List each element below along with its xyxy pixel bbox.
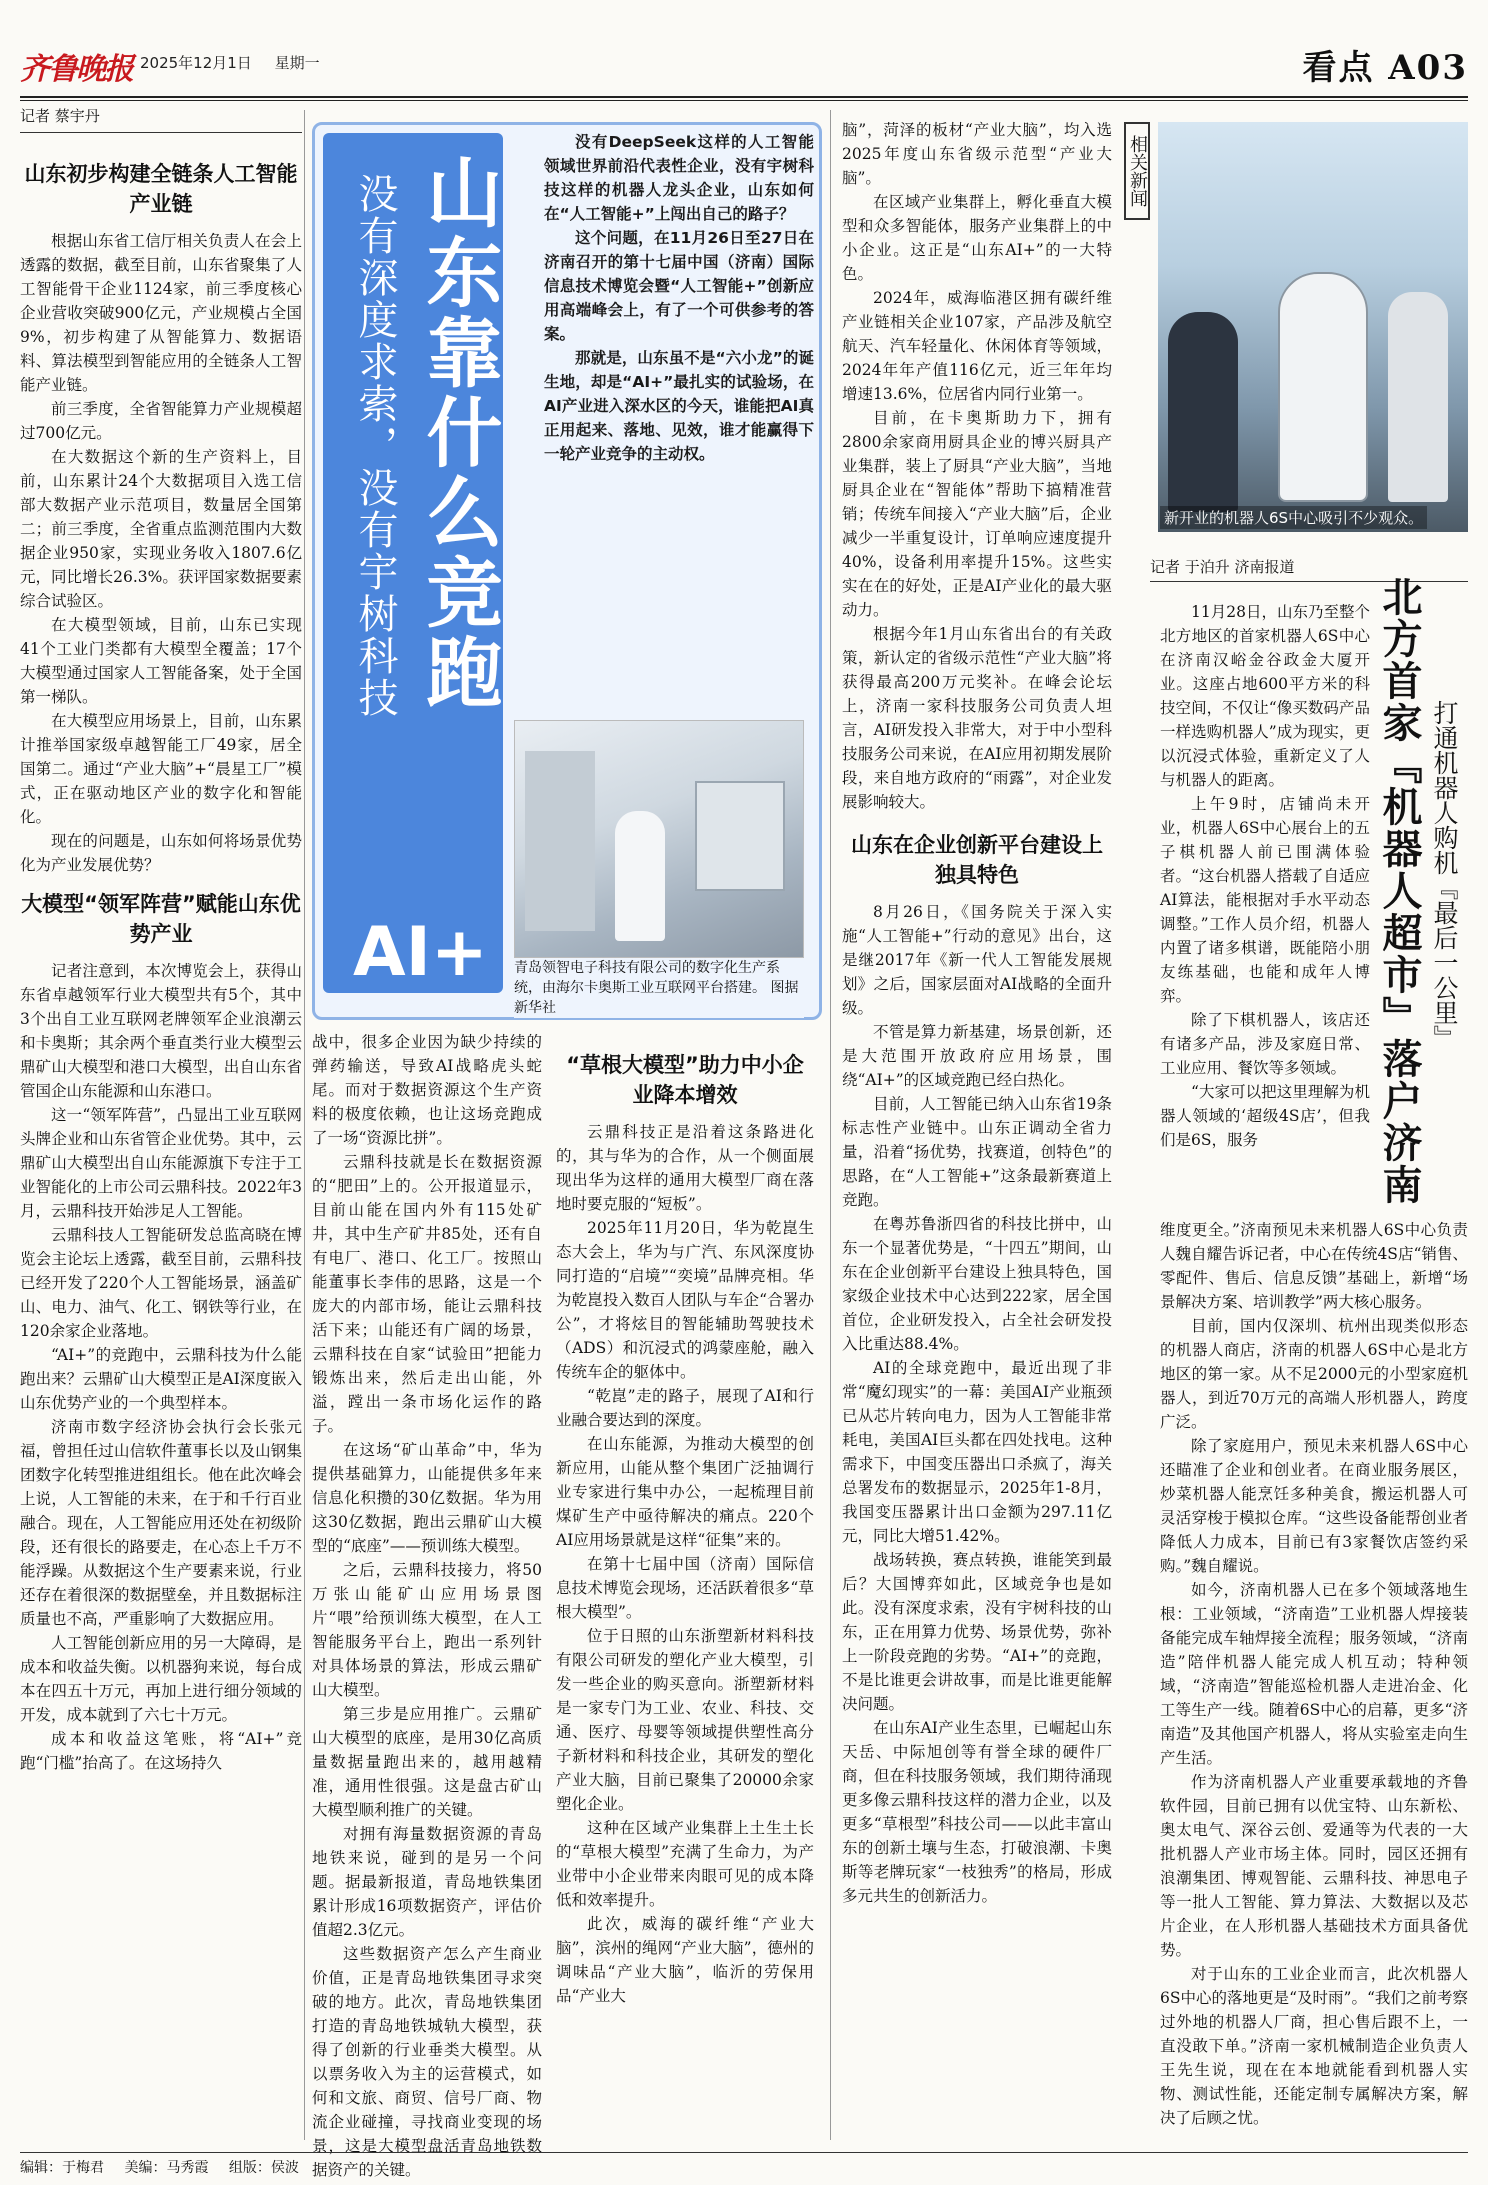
header-rule-thin bbox=[20, 100, 1468, 101]
subhead-1: 山东初步构建全链条人工智能产业链 bbox=[24, 162, 298, 216]
right-body-bottom bbox=[1160, 1218, 1468, 2130]
right-body-top bbox=[1160, 600, 1370, 1152]
page-header bbox=[0, 0, 1488, 100]
column-3 bbox=[556, 1050, 814, 2008]
byline: 记者 蔡宇丹 bbox=[20, 104, 302, 133]
paragraph: 在粤苏鲁浙四省的科技比拼中，山东一个显著优势是，“十四五”期间，山东在企业创新平台建设上独具特色，国家级企业技术中心达到222家，居全国首位，企业研发投入，占全社会研发投入比重达88.4%。 bbox=[842, 1215, 1112, 1353]
paragraph: 不管是算力新基建，场景创新，还是大范围开放政府应用场景，围绕“AI+”的区域竞跑已经白热化。 bbox=[842, 1023, 1112, 1089]
paragraph: 作为济南机器人产业重要承载地的齐鲁软件园，目前已拥有以优宝特、山东新松、奥太电气、深谷云创、爱通等为代表的一大批机器人产业市场主体。同时，园区还拥有浪潮集团、博观智能、云鼎科技、神思电子等一批人工智能、算力算法、大数据以及芯片企业，在人形机器人基础技术方面具备优势。 bbox=[1160, 1773, 1468, 1959]
paragraph: 目前，在卡奥斯助力下，拥有2800余家商用厨具企业的博兴厨具产业集群，装上了厨具“产业大脑”，当地厨具企业在“智能体”帮助下搞精准营销；传统车间接入“产业大脑”后，企业减少一半重复设计，订单响应速度提升40%，设备利用率提升15%。这些实实在在的好处，正是AI产业化的最大驱动力。 bbox=[842, 409, 1112, 619]
editor-credit: 编辑：于梅君 bbox=[20, 2160, 104, 2176]
robot-store-photo bbox=[1158, 122, 1468, 532]
paragraph: 11月28日，山东乃至整个北方地区的首家机器人6S中心在济南汉峪金谷政金大厦开业。这座占地600平方米的科技空间，不仅让“像买数码产品一样选购机器人”成为现实，更以沉浸式体验，重新定义了人与机器人的距离。 bbox=[1160, 603, 1370, 789]
paragraph: “乾崑”走的路子，展现了AI和行业融合要达到的深度。 bbox=[556, 1387, 814, 1429]
paragraph: 此次，威海的碳纤维“产业大脑”，滨州的绳网“产业大脑”，德州的调味品“产业大脑”，临沂的劳保用品“产业大 bbox=[556, 1915, 814, 2005]
paragraph: 在第十七届中国（济南）国际信息技术博览会现场，还活跃着很多“草根大模型”。 bbox=[556, 1555, 814, 1621]
paragraph: 第三步是应用推广。云鼎矿山大模型的底座，是用30亿高质量数据量跑出来的，越用越精准，通用性很强。这是盘古矿山大模型顺利推广的关键。 bbox=[312, 1705, 542, 1819]
right-byline: 记者 于泊升 济南报道 bbox=[1150, 556, 1468, 582]
column-divider bbox=[304, 110, 305, 2140]
issue-date: 2025年12月1日 bbox=[140, 54, 252, 72]
issue-weekday: 星期一 bbox=[274, 54, 320, 72]
paragraph: 8月26日，《国务院关于深入实施“人工智能+”行动的意见》出台，这是继2017年《新一代人工智能发展规划》之后，国家层面对AI战略的全面升级。 bbox=[842, 903, 1112, 1017]
paragraph: 在这场“矿山革命”中，华为提供基础算力，山能提供多年来信息化积攒的30亿数据。华为用这30亿数据，跑出云鼎矿山大模型的“底座”——预训练大模型。 bbox=[312, 1441, 542, 1555]
paragraph: 对拥有海量数据资源的青岛地铁来说，碰到的是另一个问题。据最新报道，青岛地铁集团累计形成16项数据资产，评估价值超2.3亿元。 bbox=[312, 1825, 542, 1939]
robot-photo-caption: 新开业的机器人6S中心吸引不少观众。 bbox=[1160, 506, 1427, 529]
headline-panel bbox=[323, 133, 503, 993]
paragraph: 根据今年1月山东省出台的有关政策，新认定的省级示范性“产业大脑”将获得最高200万元奖补。在峰会论坛上，济南一家科技服务公司负责人坦言，AI研发投入非常大，对于中小型科技服务公司来说，在AI应用初期发展阶段，来自地方政府的“雨露”，对企业发展影响较大。 bbox=[842, 625, 1112, 811]
paragraph: 2024年，威海临港区拥有碳纤维产业链相关企业107家，产品涉及航空航天、汽车轻量化、休闲体育等领域，2024年年产值116亿元，近三年年均增速13.6%，位居省内同行业第一。 bbox=[842, 289, 1112, 403]
factory-photo-caption: 青岛领智电子科技有限公司的数字化生产系统，由海尔卡奥斯工业互联网平台搭建。 图据新华社 bbox=[514, 958, 804, 1018]
issue-meta bbox=[140, 52, 338, 73]
paragraph: 在区域产业集群上，孵化垂直大模型和众多智能体，服务产业集群上的中小企业。这正是“山东AI+”的一大特色。 bbox=[842, 193, 1112, 283]
paragraph: 成本和收益这笔账，将“AI+”竞跑“门槛”抬高了。在这场持久 bbox=[20, 1730, 302, 1772]
paragraph: 在大模型领域，目前，山东已实现41个工业门类都有大模型全覆盖；17个大模型通过国家人工智能备案，处于全国第一梯队。 bbox=[20, 616, 302, 706]
header-rule bbox=[20, 96, 1468, 98]
paragraph: AI的全球竞跑中，最近出现了非常“魔幻现实”的一幕：美国AI产业瓶颈已从芯片转向电力，因为人工智能非常耗电，美国AI巨头都在四处找电。这种需求下，中国变压器出口杀疯了，海关总署发布的数据显示，2025年1-8月，我国变压器累计出口金额为297.11亿元，同比大增51.42%。 bbox=[842, 1359, 1112, 1545]
paragraph: 云鼎科技正是沿着这条路进化的，其与华为的合作，从一个侧面展现出华为这样的通用大模型厂商在落地时要克服的“短板”。 bbox=[556, 1123, 814, 1213]
lead-paragraphs bbox=[544, 130, 814, 466]
section-label: 看点 A03 bbox=[1302, 48, 1468, 88]
paragraph: “大家可以把这里理解为机器人领域的‘超级4S店’，但我们是6S，服务 bbox=[1160, 1083, 1370, 1149]
paragraph: 除了下棋机器人，该店还有诸多产品，涉及家庭日常、工业应用、餐饮等多领域。 bbox=[1160, 1011, 1370, 1077]
paragraph: 脑”，菏泽的板材“产业大脑”，均入选2025年度山东省级示范型“产业大脑”。 bbox=[842, 121, 1112, 187]
subhead-4: 山东在企业创新平台建设上独具特色 bbox=[851, 833, 1103, 887]
paragraph: 这一“领军阵营”，凸显出工业互联网头牌企业和山东省管企业优势。其中，云鼎矿山大模型出自山东能源旗下专注于工业智能化的上市公司云鼎科技。2022年3月，云鼎科技开始涉足人工智能。 bbox=[20, 1106, 302, 1220]
paragraph: 之后，云鼎科技接力，将50万张山能矿山应用场景图片“喂”给预训练大模型，在人工智能服务平台上，跑出一系列针对具体场景的算法，形成云鼎矿山大模型。 bbox=[312, 1561, 542, 1699]
subhead-3: “草根大模型”助力中小企业降本增效 bbox=[566, 1053, 804, 1107]
subhead-2: 大模型“领军阵营”赋能山东优势产业 bbox=[21, 892, 301, 946]
paragraph: 前三季度，全省智能算力产业规模超过700亿元。 bbox=[20, 400, 302, 442]
paragraph: 在山东AI产业生态里，已崛起山东天岳、中际旭创等有誉全球的硬件厂商，但在科技服务领域，我们期待涌现更多像云鼎科技这样的潜力企业，以及更多“草根型”科技公司——以此丰富山东的创新土壤与生态，打破浪潮、卡奥斯等老牌玩家“一枝独秀”的格局，形成多元共生的创新活力。 bbox=[842, 1719, 1112, 1905]
paragraph: 除了家庭用户，预见未来机器人6S中心还瞄准了企业和创业者。在商业服务展区，炒菜机器人能烹饪多种美食，搬运机器人可灵活穿梭于模拟仓库。“这些设备能帮创业者降低人力成本，目前已有3家餐饮店签约采购。”魏自耀说。 bbox=[1160, 1437, 1468, 1575]
paragraph: 位于日照的山东浙塑新材料科技有限公司研发的塑化产业大模型，引发一些企业的购买意向。浙塑新材料是一家专门为工业、农业、科技、交通、医疗、母婴等领域提供塑性高分子新材料和科技企业，其研发的塑化产业大脑，目前已聚集了20000余家塑化企业。 bbox=[556, 1627, 814, 1813]
right-headline: 北方首家『机器人超市』落户济南 bbox=[1376, 576, 1422, 1206]
lead-paragraph: 没有DeepSeek这样的人工智能领域世界前沿代表性企业，没有宇树科技这样的机器人龙头企业，山东如何在“人工智能+”上闯出自己的路子？ bbox=[544, 133, 814, 223]
lead-paragraph: 那就是，山东虽不是“六小龙”的诞生地，却是“AI+”最扎实的试验场，在AI产业进入深水区的今天，谁能把AI真正用起来、落地、见效，谁才能赢得下一轮产业竞争的主动权。 bbox=[544, 349, 814, 463]
paragraph: 记者注意到，本次博览会上，获得山东省卓越领军行业大模型共有5个，其中3个出自工业互联网老牌领军企业浪潮云和卡奥斯；其余两个垂直类行业大模型云鼎矿山大模型和港口大模型，出自山东省管国企山东能源和山东港口。 bbox=[20, 962, 302, 1100]
paragraph: “AI+”的竞跑中，云鼎科技为什么能跑出来？云鼎矿山大模型正是AI深度嵌入山东优势产业的一个典型样本。 bbox=[20, 1346, 302, 1412]
paragraph: 对于山东的工业企业而言，此次机器人6S中心的落地更是“及时雨”。“我们之前考察过外地的机器人厂商，担心售后跟不上，一直没敢下单。”济南一家机械制造企业负责人王先生说，现在在本地就能看到机器人实物、测试性能，还能定制专属解决方案，解决了后顾之忧。 bbox=[1160, 1965, 1468, 2127]
paragraph: 战中，很多企业因为缺少持续的弹药输送，导致AI战略虎头蛇尾。而对于数据资源这个生产资料的极度依赖，也让这场竞跑成了一场“资源比拼”。 bbox=[312, 1033, 542, 1147]
paragraph: 这些数据资产怎么产生商业价值，正是青岛地铁集团寻求突破的地方。此次，青岛地铁集团打造的青岛地铁城轨大模型，获得了创新的行业垂类大模型。从以票务收入为主的运营模式，如何和文旅、商贸、信号厂商、物流企业碰撞，寻找商业变现的场景，这是大模型盘活青岛地铁数据资产的关键。 bbox=[312, 1945, 542, 2179]
paragraph: 维度更全。”济南预见未来机器人6S中心负责人魏自耀告诉记者，中心在传统4S店“销售、零配件、售后、信息反馈”基础上，新增“场景解决方案、培训教学”两大核心服务。 bbox=[1160, 1221, 1468, 1311]
page-footer bbox=[20, 2152, 1468, 2177]
column-divider bbox=[830, 110, 831, 2140]
paragraph: 现在的问题是，山东如何将场景优势化为产业发展优势？ bbox=[20, 832, 302, 874]
column-4 bbox=[842, 118, 1112, 1908]
ai-plus-tag: AI+ bbox=[353, 913, 488, 992]
lead-paragraph: 这个问题，在11月26日至27日在济南召开的第十七届中国（济南）国际信息技术博览会暨“人工智能+”创新应用高端峰会上，有了一个可供参考的答案。 bbox=[544, 229, 814, 343]
newspaper-logo: 齐鲁晚报 bbox=[20, 52, 132, 87]
paragraph: 济南市数字经济协会执行会长张元福，曾担任过山信软件董事长以及山钢集团数字化转型推进组组长。他在此次峰会上说，人工智能的未来，在于和千行百业融合。现在，人工智能应用还处在初级阶段，还有很长的路要走，在心态上千万不能浮躁。从数据这个生产要素来说，行业还存在着很深的数据壁垒，并且数据标注质量也不高，严重影响了大数据应用。 bbox=[20, 1418, 302, 1628]
paragraph: 目前，国内仅深圳、杭州出现类似形态的机器人商店，济南的机器人6S中心是北方地区的第一家。从不足2000元的小型家庭机器人，到近70万元的高端人形机器人，跨度广泛。 bbox=[1160, 1317, 1468, 1431]
right-subheadline: 打通机器人购机『最后一公里』 bbox=[1430, 700, 1459, 1050]
paragraph: 云鼎科技就是长在数据资源的“肥田”上的。公开报道显示，目前山能在国内外有115处矿井，其中生产矿井85处，还有自有电厂、港口、化工厂。按照山能董事长李伟的思路，这是一个庞大的内部市场，能让云鼎科技活下来；山能还有广阔的场景，云鼎科技在自家“试验田”把能力锻炼出来，然后走出山能，外溢，蹚出一条市场化运作的路子。 bbox=[312, 1153, 542, 1435]
paragraph: 上午9时，店铺尚未开业，机器人6S中心展台上的五子棋机器人前已围满体验者。“这台机器人搭载了自适应AI算法，能根据对手水平动态调整。”工作人员介绍，机器人内置了诸多棋谱，既能陪小朋友练基础，也能和成年人博弈。 bbox=[1160, 795, 1370, 1005]
column-2 bbox=[312, 1030, 542, 2182]
paragraph: 云鼎科技人工智能研发总监高晓在博览会主论坛上透露，截至目前，云鼎科技已经开发了220个人工智能场景，涵盖矿山、电力、油气、化工、钢铁等行业，在120余家企业落地。 bbox=[20, 1226, 302, 1340]
paragraph: 在大数据这个新的生产资料上，目前，山东累计24个大数据项目入选工信部大数据产业示范项目，数量居全国第二；前三季度，全省重点监测范围内大数据企业950家，实现业务收入1807.6亿元，同比增长26.3%。获评国家数据要素综合试验区。 bbox=[20, 448, 302, 610]
layout-credit: 组版：侯波 bbox=[228, 2160, 299, 2176]
paragraph: 在山东能源，为推动大模型的创新应用，山能从整个集团广泛抽调行业专家进行集中办公，一起梳理目前煤矿生产中亟待解决的痛点。220个AI应用场景就是这样“征集”来的。 bbox=[556, 1435, 814, 1549]
paragraph: 战场转换，赛点转换，谁能笑到最后？大国博弈如此，区域竞争也是如此。没有深度求索，没有宇树科技的山东，正在用算力优势、场景优势，弥补上一阶段竞跑的劣势。“AI+”的竞跑，不是比谁更会讲故事，而是比谁更能解决问题。 bbox=[842, 1551, 1112, 1713]
paragraph: 这种在区域产业集群上土生土长的“草根大模型”充满了生命力，为产业带中小企业带来肉眼可见的成本降低和效率提升。 bbox=[556, 1819, 814, 1909]
paragraph: 根据山东省工信厅相关负责人在会上透露的数据，截至目前，山东省聚集了人工智能骨干企业1124家，前三季度核心企业营收突破900亿元，产业规模占全国9%，初步构建了从智能算力、数据语料、算法模型到智能应用的全链条人工智能产业链。 bbox=[20, 232, 302, 394]
sub-headline: 没有深度求索，没有宇树科技 bbox=[352, 173, 398, 719]
designer-credit: 美编：马秀霞 bbox=[124, 2160, 209, 2176]
paragraph: 2025年11月20日，华为乾崑生态大会上，华为与广汽、东风深度协同打造的“启境”“奕境”品牌亮相。华为乾崑投入数百人团队与车企“合署办公”，才将炫目的智能辅助驾驶技术（ADS）和沉浸式的鸿蒙座舱，融入传统车企的躯体中。 bbox=[556, 1219, 814, 1381]
paragraph: 在大模型应用场景上，目前，山东累计推举国家级卓越智能工厂49家，居全国第二。通过“产业大脑”+“晨星工厂”模式，正在驱动地区产业的数字化和智能化。 bbox=[20, 712, 302, 826]
left-column bbox=[20, 104, 302, 1775]
factory-photo bbox=[514, 720, 804, 958]
paragraph: 目前，人工智能已纳入山东省19条标志性产业链中。山东正调动全省力量，沿着“扬优势，找赛道，创特色”的思路，在“人工智能+”这条最新赛道上竞跑。 bbox=[842, 1095, 1112, 1209]
main-headline: 山东靠什么竞跑 bbox=[414, 153, 503, 713]
paragraph: 人工智能创新应用的另一大障碍，是成本和收益失衡。以机器狗来说，每台成本在四五十万元，再加上进行细分领域的开发，成本就到了六七十万元。 bbox=[20, 1634, 302, 1724]
related-news-tag: 相关新闻 bbox=[1124, 122, 1150, 220]
paragraph: 如今，济南机器人已在多个领域落地生根：工业领域，“济南造”工业机器人焊接装备能完成车轴焊接全流程；服务领域，“济南造”陪伴机器人能完成人机互动；特种领域，“济南造”智能巡检机器人走进冶金、化工等生产一线。随着6S中心的启幕，更多“济南造”及其他国产机器人，将从实验室走向生产生活。 bbox=[1160, 1581, 1468, 1767]
